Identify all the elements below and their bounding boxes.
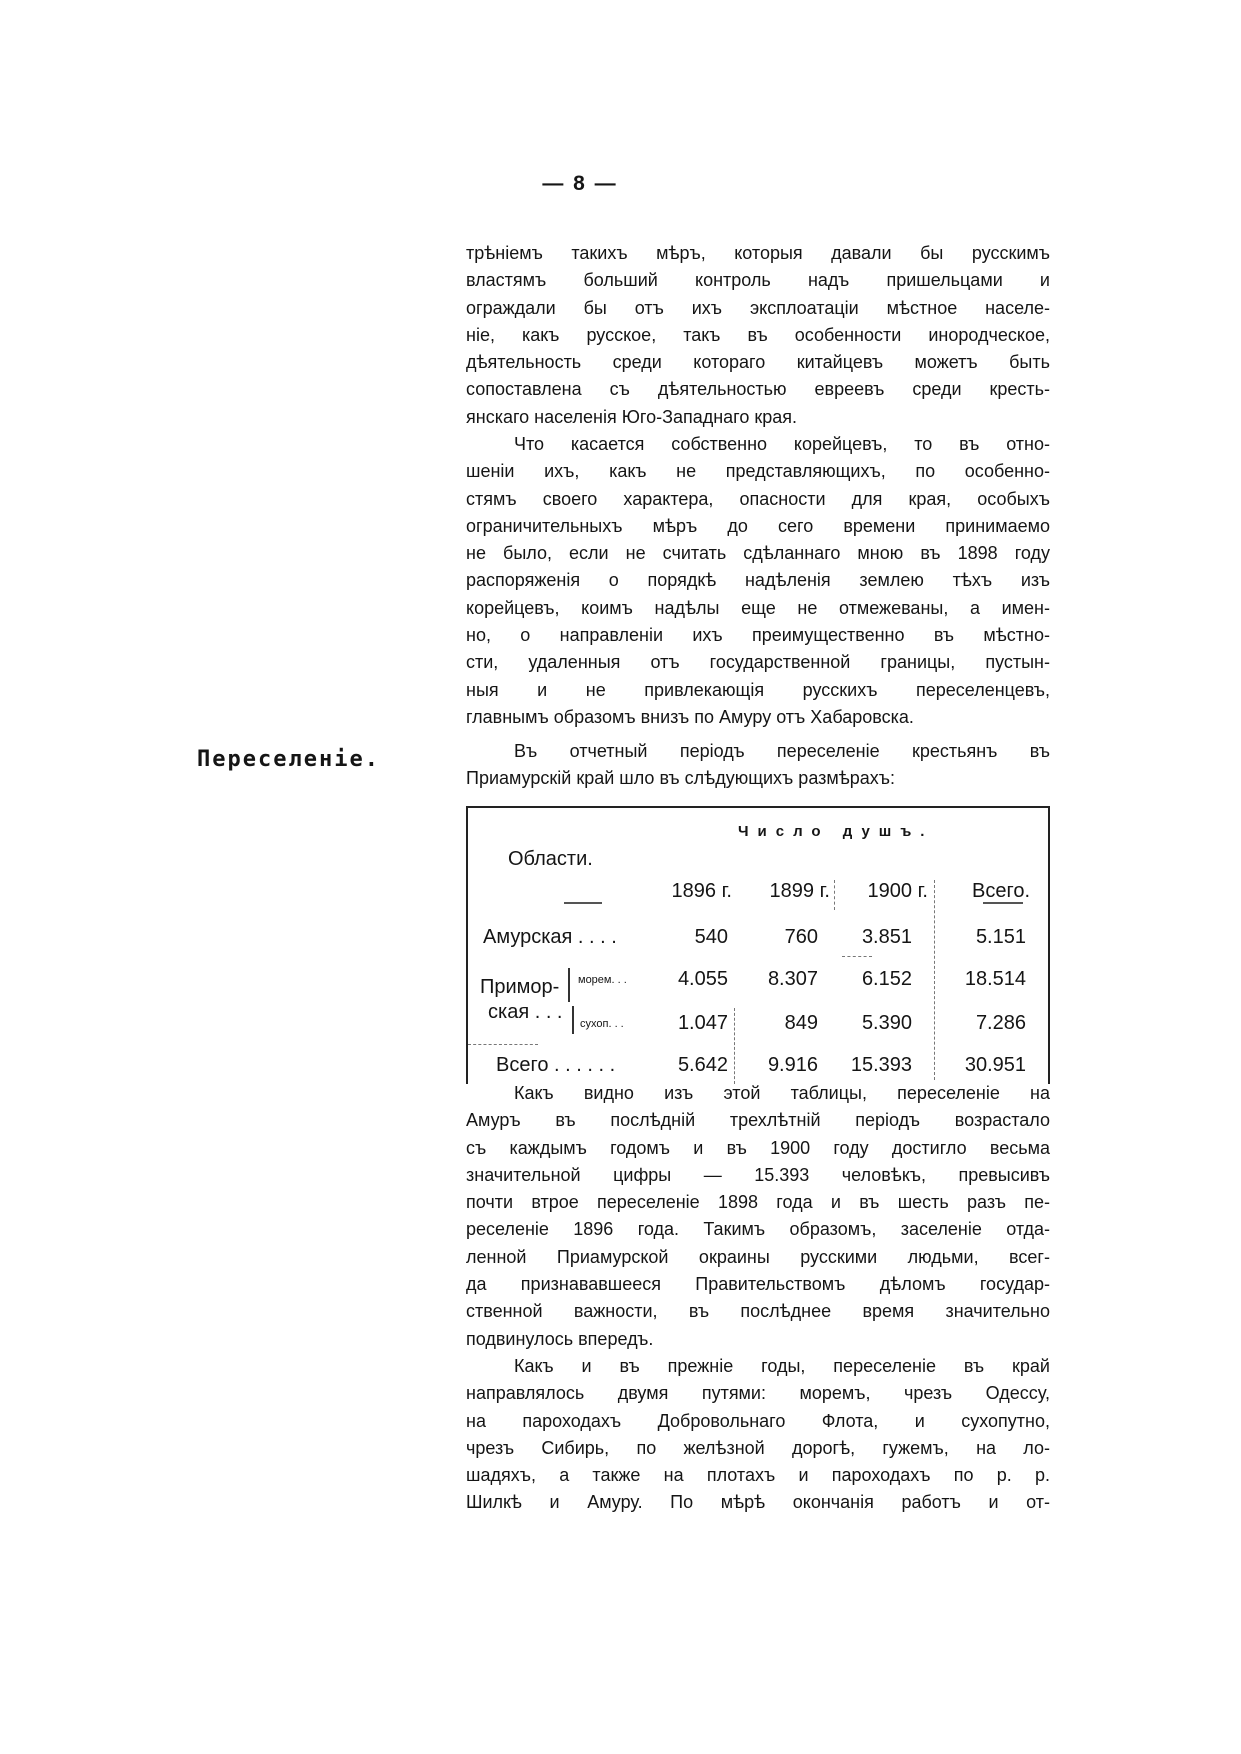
table-cell: 7.286 — [975, 1012, 1026, 1034]
column-divider — [834, 880, 835, 910]
row-label-total: Всего . . . . . . — [496, 1054, 616, 1076]
row-divider — [468, 1044, 538, 1045]
text-line: да признававшееся Правительствомъ дѣломъ государ- — [466, 1274, 1050, 1295]
paragraph-3 — [466, 738, 1050, 793]
section-heading: Переселеніе. — [197, 747, 380, 772]
text-line: Амуръ въ послѣдній трехлѣтній періодъ возрастало — [466, 1110, 1050, 1131]
text-line: не было, если не считать сдѣланнаго мною въ 1898 году — [466, 543, 1050, 564]
paragraph-5 — [466, 1353, 1050, 1517]
year-header: 1896 г. — [671, 880, 732, 902]
text-line: янскаго населенія Юго-Западнаго края. — [466, 406, 797, 427]
table-cell: 540 — [694, 926, 728, 948]
paragraph-text — [466, 431, 1050, 731]
column-divider — [734, 1008, 735, 1084]
text-line: реселеніе 1896 года. Такимъ образомъ, заселеніе отда- — [466, 1219, 1050, 1240]
table-cell: 4.055 — [677, 968, 728, 990]
subrow-label-land: сухоп. . . — [580, 1018, 624, 1030]
text-line: подвинулось впередъ. — [466, 1328, 654, 1349]
text-line: Что касается собственно корейцевъ, то въ отно- — [514, 434, 1050, 454]
text-line: Въ отчетный періодъ переселеніе крестьянъ въ — [514, 741, 1050, 761]
text-line: Шилкѣ и Амуру. По мѣрѣ окончанія работъ и от- — [466, 1492, 1050, 1513]
paragraph-text — [466, 738, 1050, 793]
text-line: ленной Приамурской окраины русскими людьми, всег- — [466, 1246, 1050, 1267]
row-label-primorskaya-cont: ская . . . — [488, 1001, 563, 1023]
row-label-primorskaya: Примор- — [480, 976, 560, 998]
brace — [572, 1006, 574, 1034]
text-line: распоряженія о порядкѣ надѣленія землею тѣхъ изъ — [466, 570, 1050, 591]
text-line: почти втрое переселеніе 1898 года и въ шесть разъ пе- — [466, 1192, 1050, 1213]
text-line: властямъ больший контроль надъ пришельцами и — [466, 270, 1050, 291]
table-cell: 9.916 — [767, 1054, 818, 1076]
text-line: ограничительныхъ мѣръ до сего времени принимаемо — [466, 515, 1050, 536]
total-header: Всего. — [972, 880, 1030, 902]
table-cell: 760 — [784, 926, 818, 948]
text-line: ственной важности, въ послѣднее время значительно — [466, 1301, 1050, 1322]
row-divider — [842, 956, 872, 957]
header-rule — [564, 902, 602, 904]
year-header: 1899 г. — [769, 880, 830, 902]
text-line: ограждали бы отъ ихъ эксплоатаціи мѣстное населе- — [466, 297, 1050, 318]
text-line: главнымъ образомъ внизъ по Амуру отъ Хабаровска. — [466, 706, 914, 727]
text-line: направлялось двумя путями: моремъ, чрезъ Одессу, — [466, 1383, 1050, 1404]
text-line: ныя и не привлекающія русскихъ переселенцевъ, — [466, 679, 1050, 700]
text-line: стямъ своего характера, опасности для края, особыхъ — [466, 488, 1050, 509]
text-line: дѣятельность среди котораго китайцевъ можетъ быть — [466, 352, 1050, 373]
text-line: чрезъ Сибирь, по желѣзной дорогѣ, гужемъ, на ло- — [466, 1437, 1050, 1458]
table-cell: 18.514 — [964, 968, 1026, 990]
text-line: корейцевъ, коимъ надѣлы еще не отмежеваны, а имен- — [466, 597, 1050, 618]
text-line: Приамурскій край шло въ слѣдующихъ размѣрахъ: — [466, 768, 896, 789]
paragraph-1 — [466, 240, 1050, 431]
text-line: сопоставлена съ дѣятельностью евреевъ среди кресть- — [466, 379, 1050, 400]
text-line: ніе, какъ русское, такъ въ особенности инородческое, — [466, 324, 1050, 345]
table-cell: 5.390 — [861, 1012, 912, 1034]
column-divider — [934, 880, 935, 1080]
year-header: 1900 г. — [867, 880, 928, 902]
migration-table — [466, 806, 1050, 1084]
text-line: значительной цифры — 15.393 человѣкъ, превысивъ — [466, 1164, 1050, 1185]
brace — [568, 968, 570, 1002]
text-line: но, о направленіи ихъ преимущественно въ мѣстно- — [466, 625, 1050, 646]
table-cell: 6.152 — [861, 968, 912, 990]
table-cell: 5.642 — [677, 1054, 728, 1076]
table-cell: 1.047 — [677, 1012, 728, 1034]
text-line: шеніи ихъ, какъ не представляющихъ, по особенно- — [466, 461, 1050, 482]
row-label-amur: Амурская . . . . — [483, 926, 617, 948]
table-cell: 849 — [784, 1012, 818, 1034]
table-cell: 8.307 — [767, 968, 818, 990]
paragraph-text — [466, 1353, 1050, 1517]
table-cell: 3.851 — [861, 926, 912, 948]
text-line: съ каждымъ годомъ и въ 1900 году достигло весьма — [466, 1137, 1050, 1158]
text-line: Какъ и въ прежніе годы, переселеніе въ край — [514, 1356, 1050, 1376]
table-cell: 5.151 — [975, 926, 1026, 948]
table-group-header: Число душъ. — [738, 823, 934, 840]
table-cell: 30.951 — [964, 1054, 1026, 1076]
page-number: — 8 — — [542, 172, 618, 195]
text-line: шадяхъ, а также на плотахъ и пароходахъ по р. р. — [466, 1465, 1050, 1486]
paragraph-2 — [466, 431, 1050, 731]
paragraph-text — [466, 1080, 1050, 1353]
table-region-header: Области. — [508, 848, 593, 870]
text-line: Какъ видно изъ этой таблицы, переселеніе на — [514, 1083, 1050, 1103]
table-cell: 15.393 — [850, 1054, 912, 1076]
text-line: трѣніемъ такихъ мѣръ, которыя давали бы русскимъ — [466, 243, 1050, 263]
text-line: на пароходахъ Добровольнаго Флота, и сухопутно, — [466, 1410, 1050, 1431]
subrow-label-sea: морем. . . — [578, 974, 627, 986]
text-line: сти, удаленныя отъ государственной границы, пустын- — [466, 652, 1050, 673]
paragraph-4 — [466, 1080, 1050, 1353]
paragraph-text — [466, 240, 1050, 431]
header-rule — [983, 902, 1023, 904]
